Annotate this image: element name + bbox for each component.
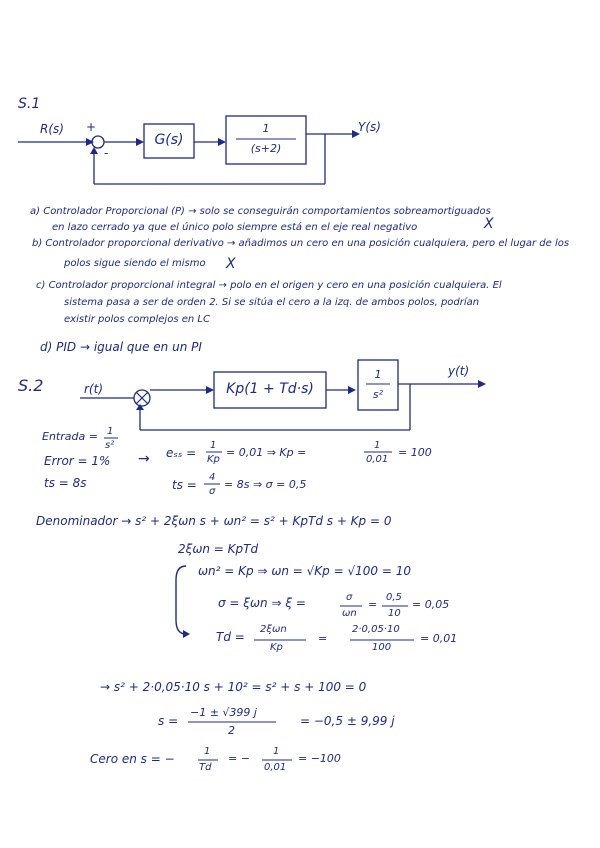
- zero-denominator-1: Td: [199, 762, 212, 773]
- s1-answer-c-line3: existir polos complejos en LC: [64, 314, 210, 325]
- equation-3-den1: ωn: [342, 608, 357, 619]
- s2-plant-denominator: s²: [372, 388, 384, 401]
- ts-lhs: ts =: [172, 478, 197, 492]
- s1-minus-sign: -: [104, 146, 109, 160]
- ts-denominator: σ: [209, 486, 216, 497]
- entrada-label: Entrada =: [42, 430, 98, 443]
- s1-output-label: Y(s): [358, 120, 381, 134]
- equation-4-num1: 2ξωn: [260, 624, 287, 635]
- equation-1: 2ξωn = KpTd: [178, 542, 259, 556]
- s2-output-label: y(t): [448, 364, 470, 378]
- error-spec: Error = 1%: [44, 454, 111, 468]
- ess-result: = 0,01 ⇒ Kp =: [226, 446, 307, 459]
- s2-plant-numerator: 1: [374, 368, 382, 381]
- equation-4-den1: Kp: [270, 642, 283, 653]
- ts-numerator: 4: [209, 472, 216, 483]
- zero-numerator-2: 1: [273, 746, 280, 757]
- denominator-equation: Denominador → s² + 2ξωn s + ωn² = s² + KpTd s + Kp = 0: [36, 514, 392, 528]
- equation-4-den2: 100: [372, 642, 392, 653]
- ess-numerator: 1: [210, 440, 217, 451]
- equation-3-num1: σ: [346, 592, 353, 603]
- s1-answer-b-line2: polos sigue siendo el mismo: [64, 258, 206, 269]
- zero-denominator-2: 0,01: [264, 762, 287, 773]
- equation-2: ωn² = Kp ⇒ ωn = √Kp = √100 = 10: [198, 564, 411, 578]
- s1-answer-c-line2: sistema pasa a ser de orden 2. Si se sitúa el cero a la izq. de ambos polos, podrían: [64, 297, 480, 308]
- s1-answer-a-line1: a) Controlador Proporcional (P) → solo se conseguirán comportamientos sobreamortiguados: [30, 206, 491, 217]
- kp-value: = 100: [398, 446, 432, 459]
- entrada-denominator: s²: [105, 440, 115, 451]
- equation-3-den2: 10: [388, 608, 401, 619]
- s2-input-label: r(t): [84, 382, 104, 396]
- s1-plus-sign: +: [86, 120, 97, 134]
- equation-4-num2: 2·0,05·10: [352, 624, 400, 635]
- equation-3-value: = 0,05: [412, 598, 450, 611]
- s1-answer-c-line1: c) Controlador proporcional integral → polo en el origen y cero en una posición cualquiera. El: [36, 280, 502, 291]
- s1-controller-label: G(s): [154, 132, 184, 148]
- s1-answer-b-mark: X: [226, 256, 236, 272]
- zero-mid: = −: [228, 752, 250, 765]
- arrow-icon: →: [138, 451, 150, 467]
- equation-4-lhs: Td =: [216, 630, 245, 644]
- s1-input-label: R(s): [40, 122, 64, 136]
- kp-numerator: 1: [374, 440, 381, 451]
- equation-4-value: = 0,01: [420, 632, 458, 645]
- entrada-numerator: 1: [107, 426, 114, 437]
- s1-answer-b-line1: b) Controlador proporcional derivativo → añadimos un cero en una posición cualquiera, pero el lugar de los: [32, 238, 570, 249]
- s1-plant-numerator: 1: [262, 122, 270, 135]
- s1-answer-a-line2: en lazo cerrado ya que el único polo siempre está en el eje real negativo: [52, 222, 418, 233]
- zero-numerator-1: 1: [204, 746, 211, 757]
- s1-heading: S.1: [18, 96, 41, 112]
- roots-value: = −0,5 ± 9,99 j: [300, 714, 395, 728]
- equation-3-num2: 0,5: [386, 592, 402, 603]
- ess-lhs: eₛₛ =: [166, 446, 197, 460]
- zero-lhs: Cero en s = −: [90, 752, 175, 766]
- s1-answer-a-mark: X: [484, 216, 494, 232]
- s1-plant-denominator: (s+2): [250, 142, 282, 155]
- roots-denominator: 2: [228, 724, 235, 737]
- zero-value: = −100: [298, 752, 341, 765]
- s1-answer-d-line1: d) PID → igual que en un PI: [40, 340, 202, 354]
- ts-result: = 8s ⇒ σ = 0,5: [224, 478, 307, 491]
- roots-lhs: s =: [158, 714, 179, 728]
- ess-denominator: Kp: [207, 454, 220, 465]
- kp-denominator: 0,01: [366, 454, 389, 465]
- ts-spec: ts = 8s: [44, 476, 87, 490]
- s2-heading: S.2: [18, 376, 44, 395]
- equation-3-lhs: σ = ξωn ⇒ ξ =: [218, 596, 306, 610]
- equation-4-mid: =: [318, 632, 328, 645]
- roots-numerator: −1 ± √399 j: [190, 706, 257, 719]
- s2-controller-label: Kp(1 + Td·s): [226, 381, 314, 397]
- characteristic-equation: → s² + 2·0,05·10 s + 10² = s² + s + 100 = 0: [100, 680, 367, 694]
- equation-3-mid: =: [368, 598, 378, 611]
